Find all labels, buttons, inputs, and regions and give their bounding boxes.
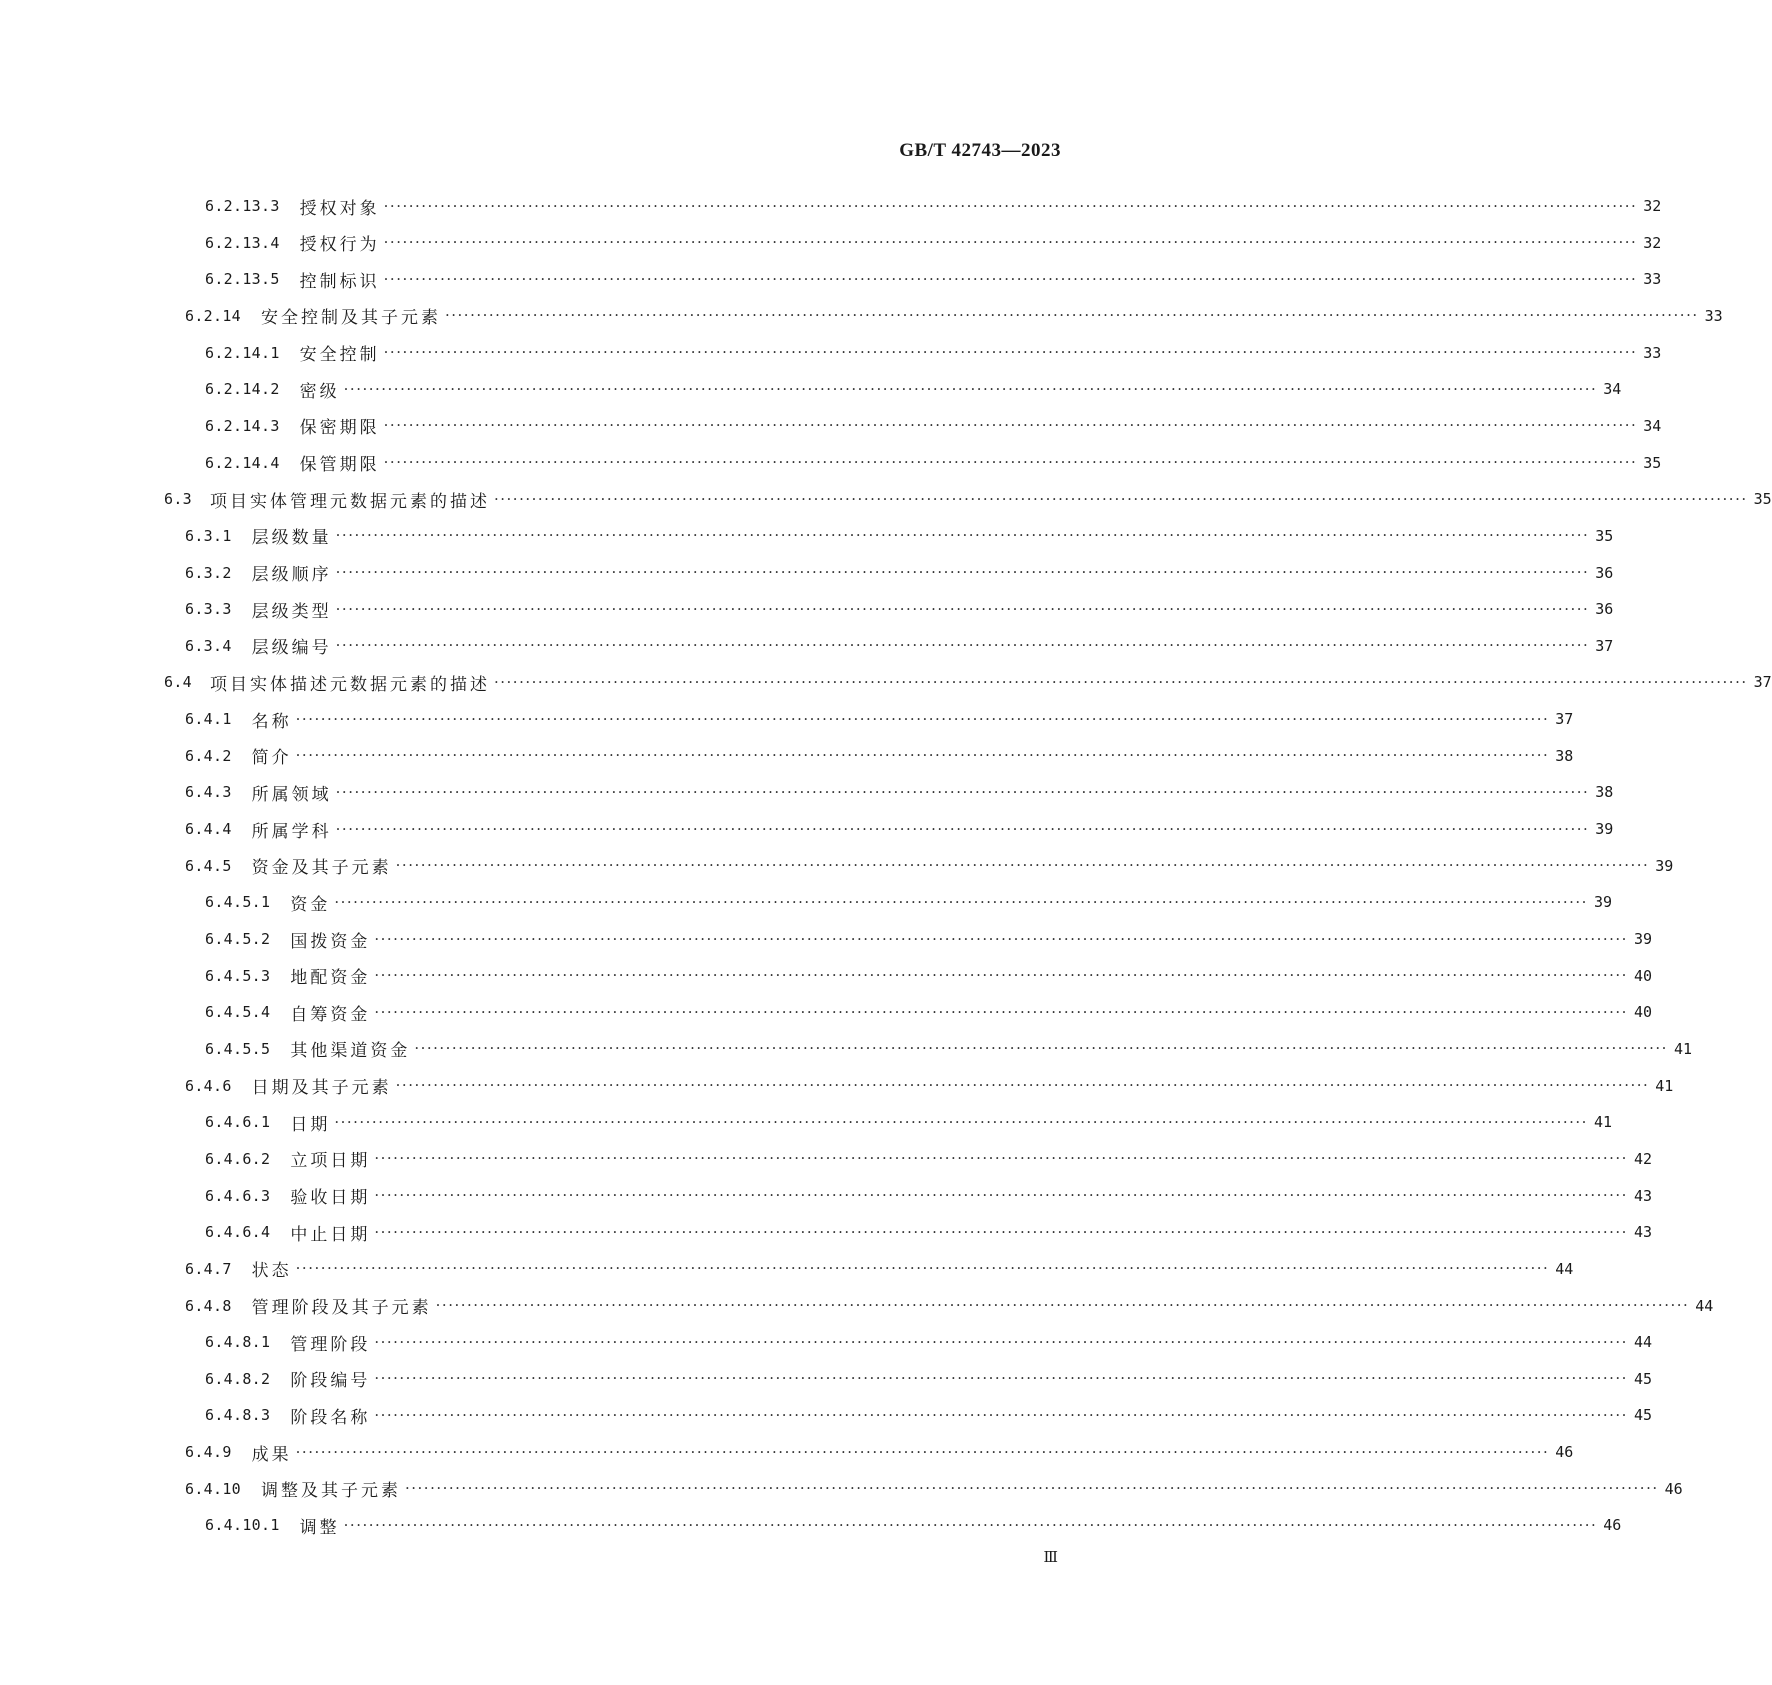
toc-entry-title: 项目实体描述元数据元素的描述 [210, 674, 490, 695]
toc-dot-leader: ········································································································································································································ [295, 1259, 1550, 1278]
toc-entry-page: 46 [1664, 1479, 1683, 1498]
toc-entry-title: 国拨资金 [290, 931, 371, 952]
toc-entry-title: 层级编号 [251, 638, 332, 659]
toc-entry-title: 立项日期 [290, 1151, 371, 1172]
toc-entry-page: 42 [1633, 1149, 1653, 1168]
toc-dot-leader: ········································································································································································································ [374, 1332, 1628, 1351]
toc-entry-page: 34 [1643, 416, 1662, 435]
toc-dot-leader: ········································································································································································································ [395, 856, 1650, 875]
toc-dot-leader: ········································································································································································································ [374, 1369, 1628, 1388]
toc-dot-leader: ········································································································································································································ [295, 709, 1550, 728]
toc-dot-leader: ········································································································································································································ [435, 1296, 1690, 1314]
toc-entry[interactable] [205, 1141, 1653, 1177]
toc-entry-page: 32 [1643, 197, 1662, 215]
toc-entry[interactable] [205, 371, 1622, 407]
toc-entry-number: 6.4.5.1 [205, 893, 271, 912]
toc-entry-title: 项目实体管理元数据元素的描述 [210, 491, 490, 512]
toc-entry-title: 层级顺序 [251, 565, 332, 585]
toc-entry-number: 6.4.9 [185, 1443, 232, 1462]
toc-entry[interactable] [205, 1361, 1653, 1397]
toc-entry-page: 38 [1595, 783, 1614, 802]
toc-entry-number: 6.4.8.1 [205, 1333, 271, 1352]
toc-entry-number: 6.4.8.2 [205, 1369, 271, 1388]
toc-entry-title: 所属学科 [251, 821, 332, 842]
toc-entry[interactable] [185, 628, 1614, 664]
toc-entry-page: 35 [1595, 526, 1614, 545]
toc-entry-title: 层级类型 [251, 601, 332, 622]
toc-entry[interactable] [185, 591, 1614, 627]
toc-entry-title: 保管期限 [299, 455, 380, 476]
toc-dot-leader: ········································································································································································································ [383, 343, 1638, 362]
toc-dot-leader: ········································································································································································································ [335, 636, 1590, 655]
toc-entry[interactable] [185, 701, 1574, 737]
toc-entry-title: 所属领域 [251, 784, 332, 805]
toc-entry-title: 安全控制 [299, 345, 380, 366]
toc-entry-number: 6.4.5.5 [205, 1039, 271, 1058]
toc-entry-number: 6.4.4 [185, 820, 232, 839]
toc-dot-leader: ········································································································································································································ [334, 1112, 1588, 1131]
toc-entry-number: 6.3 [164, 490, 192, 509]
toc-entry-page: 41 [1673, 1039, 1693, 1058]
toc-entry[interactable] [185, 1251, 1574, 1287]
toc-entry-number: 6.4.10 [185, 1479, 241, 1498]
toc-entry[interactable] [205, 1507, 1622, 1543]
toc-entry[interactable] [185, 298, 1723, 334]
toc-entry-title: 阶段名称 [290, 1407, 371, 1428]
toc-dot-leader: ········································································································································································································ [374, 929, 1628, 948]
toc-entry[interactable] [205, 1397, 1653, 1433]
toc-entry[interactable] [205, 225, 1662, 261]
toc-entry-title: 安全控制及其子元素 [261, 308, 441, 329]
toc-entry-number: 6.3.2 [185, 563, 232, 582]
toc-dot-leader: ········································································································································································································ [335, 819, 1590, 838]
toc-entry[interactable] [185, 811, 1614, 847]
toc-entry-title: 授权行为 [299, 235, 380, 256]
toc-entry-title: 阶段编号 [290, 1371, 371, 1392]
toc-entry-number: 6.2.14.1 [205, 343, 280, 362]
toc-entry[interactable] [205, 921, 1653, 957]
toc-dot-leader: ········································································································································································································ [335, 599, 1590, 618]
toc-entry-page: 44 [1555, 1259, 1574, 1278]
toc-entry[interactable] [205, 958, 1653, 994]
page-number: Ⅲ [1043, 1550, 1059, 1566]
toc-dot-leader: ········································································································································································································ [494, 489, 1748, 508]
standard-code: GB/T 42743—2023 [899, 140, 1061, 161]
toc-entry-number: 6.3.4 [185, 636, 232, 655]
toc-entry-title: 密级 [299, 381, 340, 402]
toc-dot-leader: ········································································································································································································ [374, 1222, 1628, 1241]
toc-entry-title: 管理阶段 [290, 1334, 371, 1355]
toc-entry-number: 6.4.8 [185, 1296, 232, 1315]
toc-entry[interactable] [205, 1214, 1653, 1250]
toc-entry-title: 授权对象 [299, 198, 380, 219]
toc-entry-page: 33 [1643, 270, 1662, 289]
toc-entry-title: 状态 [251, 1261, 292, 1282]
toc-entry-page: 36 [1595, 600, 1614, 619]
toc-dot-leader: ········································································································································································································ [374, 966, 1628, 985]
toc-entry-number: 6.2.13.3 [205, 197, 280, 215]
toc-entry-page: 46 [1603, 1516, 1622, 1535]
toc-entry-title: 地配资金 [290, 968, 371, 989]
toc-entry-title: 日期 [290, 1114, 331, 1135]
toc-entry-number: 6.3.1 [185, 526, 232, 545]
toc-entry-page: 33 [1643, 343, 1662, 362]
toc-entry-page: 37 [1555, 710, 1574, 729]
toc-entry-number: 6.4.6 [185, 1076, 232, 1095]
toc-entry-number: 6.4.7 [185, 1259, 232, 1278]
toc-entry[interactable] [185, 518, 1614, 554]
toc-entry[interactable] [164, 481, 1772, 517]
toc-entry-page: 39 [1595, 820, 1614, 839]
toc-entry[interactable] [185, 555, 1614, 591]
toc-entry[interactable] [205, 408, 1662, 444]
toc-entry[interactable] [185, 1288, 1714, 1324]
toc-dot-leader: ········································································································································································································ [383, 453, 1638, 472]
toc-entry[interactable] [205, 1178, 1653, 1214]
toc-entry-number: 6.4.6.2 [205, 1149, 271, 1168]
toc-entry-page: 37 [1595, 636, 1614, 655]
toc-entry[interactable] [205, 1031, 1693, 1067]
toc-entry-number: 6.4.10.1 [205, 1516, 280, 1535]
toc-entry-page: 35 [1643, 453, 1662, 472]
toc-entry-title: 资金及其子元素 [251, 858, 392, 879]
toc-entry-title: 日期及其子元素 [251, 1078, 392, 1099]
toc-dot-leader: ········································································································································································································ [335, 782, 1590, 801]
toc-dot-leader: ········································································································································································································ [343, 1515, 1598, 1534]
toc-entry-title: 成果 [251, 1444, 292, 1465]
toc-entry[interactable] [185, 1471, 1683, 1507]
toc-entry[interactable] [185, 848, 1674, 884]
toc-entry-page: 37 [1753, 673, 1772, 692]
toc-dot-leader: ········································································································································································································ [295, 1442, 1550, 1461]
toc-entry-title: 调整及其子元素 [261, 1481, 401, 1502]
toc-entry-number: 6.3.3 [185, 600, 232, 619]
toc-entry-title: 简介 [251, 748, 292, 769]
toc-dot-leader: ········································································································································································································ [343, 379, 1598, 398]
toc-dot-leader: ········································································································································································································ [374, 1186, 1628, 1205]
toc-entry-number: 6.2.14.2 [205, 380, 280, 399]
toc-entry-title: 中止日期 [290, 1224, 371, 1245]
toc-entry-number: 6.4.8.3 [205, 1406, 271, 1425]
toc-entry-page: 40 [1633, 966, 1653, 985]
toc-entry-page: 38 [1555, 746, 1574, 765]
toc-entry[interactable] [205, 884, 1613, 920]
toc-dot-leader: ········································································································································································································ [295, 746, 1550, 765]
toc-entry-number: 6.4.2 [185, 746, 232, 765]
toc-entry[interactable] [205, 1104, 1613, 1140]
toc-entry-number: 6.2.13.4 [205, 233, 280, 252]
toc-entry-number: 6.4.3 [185, 783, 232, 802]
toc-entry-title: 管理阶段及其子元素 [251, 1298, 432, 1318]
toc-entry-page: 39 [1593, 893, 1613, 912]
toc-entry-title: 名称 [251, 711, 292, 732]
toc-entry-number: 6.4.6.3 [205, 1186, 271, 1205]
toc-entry-number: 6.4.6.1 [205, 1113, 271, 1132]
toc-dot-leader: ········································································································································································································ [383, 416, 1638, 435]
toc-entry[interactable] [205, 445, 1662, 481]
toc-entry-page: 32 [1643, 233, 1662, 252]
toc-entry-number: 6.4.5.3 [205, 966, 271, 985]
toc-dot-leader: ········································································································································································································ [494, 672, 1748, 691]
toc-entry-title: 其他渠道资金 [290, 1041, 411, 1062]
toc-dot-leader: ········································································································································································································ [383, 269, 1638, 288]
toc-entry[interactable] [185, 774, 1614, 810]
toc-entry[interactable] [185, 738, 1574, 774]
toc-entry[interactable] [205, 994, 1653, 1030]
toc-entry-title: 层级数量 [251, 528, 332, 549]
toc-dot-leader: ········································································································································································································ [414, 1039, 1668, 1058]
toc-dot-leader: ········································································································································································································ [374, 1405, 1628, 1424]
toc-entry-page: 39 [1655, 856, 1674, 875]
toc-dot-leader: ········································································································································································································ [335, 526, 1590, 545]
toc-entry-page: 45 [1633, 1369, 1653, 1388]
toc-entry-title: 验收日期 [290, 1188, 371, 1209]
toc-entry-title: 调整 [299, 1517, 340, 1538]
toc-dot-leader: ········································································································································································································ [383, 233, 1638, 252]
toc-entry-page: 35 [1753, 490, 1772, 509]
toc-entry-page: 39 [1633, 930, 1653, 948]
toc-entry-page: 46 [1555, 1443, 1574, 1462]
toc-entry-number: 6.2.14.4 [205, 453, 280, 472]
toc-entry[interactable] [205, 261, 1662, 297]
toc-entry-page: 45 [1633, 1406, 1653, 1425]
toc-dot-leader: ········································································································································································································ [445, 306, 1699, 325]
toc-entry-page: 36 [1595, 563, 1614, 582]
toc-entry-page: 41 [1593, 1113, 1613, 1132]
toc-entry[interactable] [164, 664, 1772, 700]
toc-entry-title: 自筹资金 [290, 1004, 371, 1025]
toc-entry-number: 6.4.6.4 [205, 1223, 271, 1242]
toc-dot-leader: ········································································································································································································ [374, 1002, 1628, 1021]
toc-dot-leader: ········································································································································································································ [334, 892, 1588, 911]
toc-entry-number: 6.2.14.3 [205, 416, 280, 435]
toc-entry[interactable] [205, 335, 1662, 371]
toc-entry-page: 44 [1695, 1296, 1714, 1315]
toc-entry-number: 6.4 [164, 673, 192, 692]
toc-entry-title: 资金 [290, 894, 331, 915]
toc-entry[interactable] [185, 1434, 1574, 1470]
toc-entry[interactable] [205, 1324, 1653, 1360]
toc-entry[interactable] [205, 188, 1662, 224]
toc-entry-page: 41 [1655, 1076, 1674, 1095]
toc-dot-leader: ········································································································································································································ [335, 563, 1590, 581]
toc-entry[interactable] [185, 1068, 1674, 1104]
toc-entry-number: 6.4.5.2 [205, 930, 271, 948]
toc-entry-title: 控制标识 [299, 271, 380, 292]
toc-entry-number: 6.4.5.4 [205, 1003, 271, 1022]
toc-entry-title: 保密期限 [299, 418, 380, 439]
toc-entry-page: 33 [1704, 306, 1723, 325]
toc-entry-page: 43 [1633, 1186, 1653, 1205]
toc-entry-page: 40 [1633, 1003, 1653, 1022]
toc-entry-page: 34 [1603, 380, 1622, 399]
toc-entry-number: 6.4.1 [185, 710, 232, 729]
toc-entry-number: 6.2.13.5 [205, 270, 280, 289]
toc-entry-number: 6.2.14 [185, 306, 241, 325]
toc-entry-page: 44 [1633, 1333, 1653, 1352]
toc-dot-leader: ········································································································································································································ [383, 196, 1638, 215]
toc-entry-number: 6.4.5 [185, 856, 232, 875]
toc-dot-leader: ········································································································································································································ [395, 1076, 1650, 1095]
toc-dot-leader: ········································································································································································································ [405, 1479, 1659, 1498]
toc-entry-page: 43 [1633, 1223, 1653, 1242]
toc-dot-leader: ········································································································································································································ [374, 1149, 1628, 1168]
